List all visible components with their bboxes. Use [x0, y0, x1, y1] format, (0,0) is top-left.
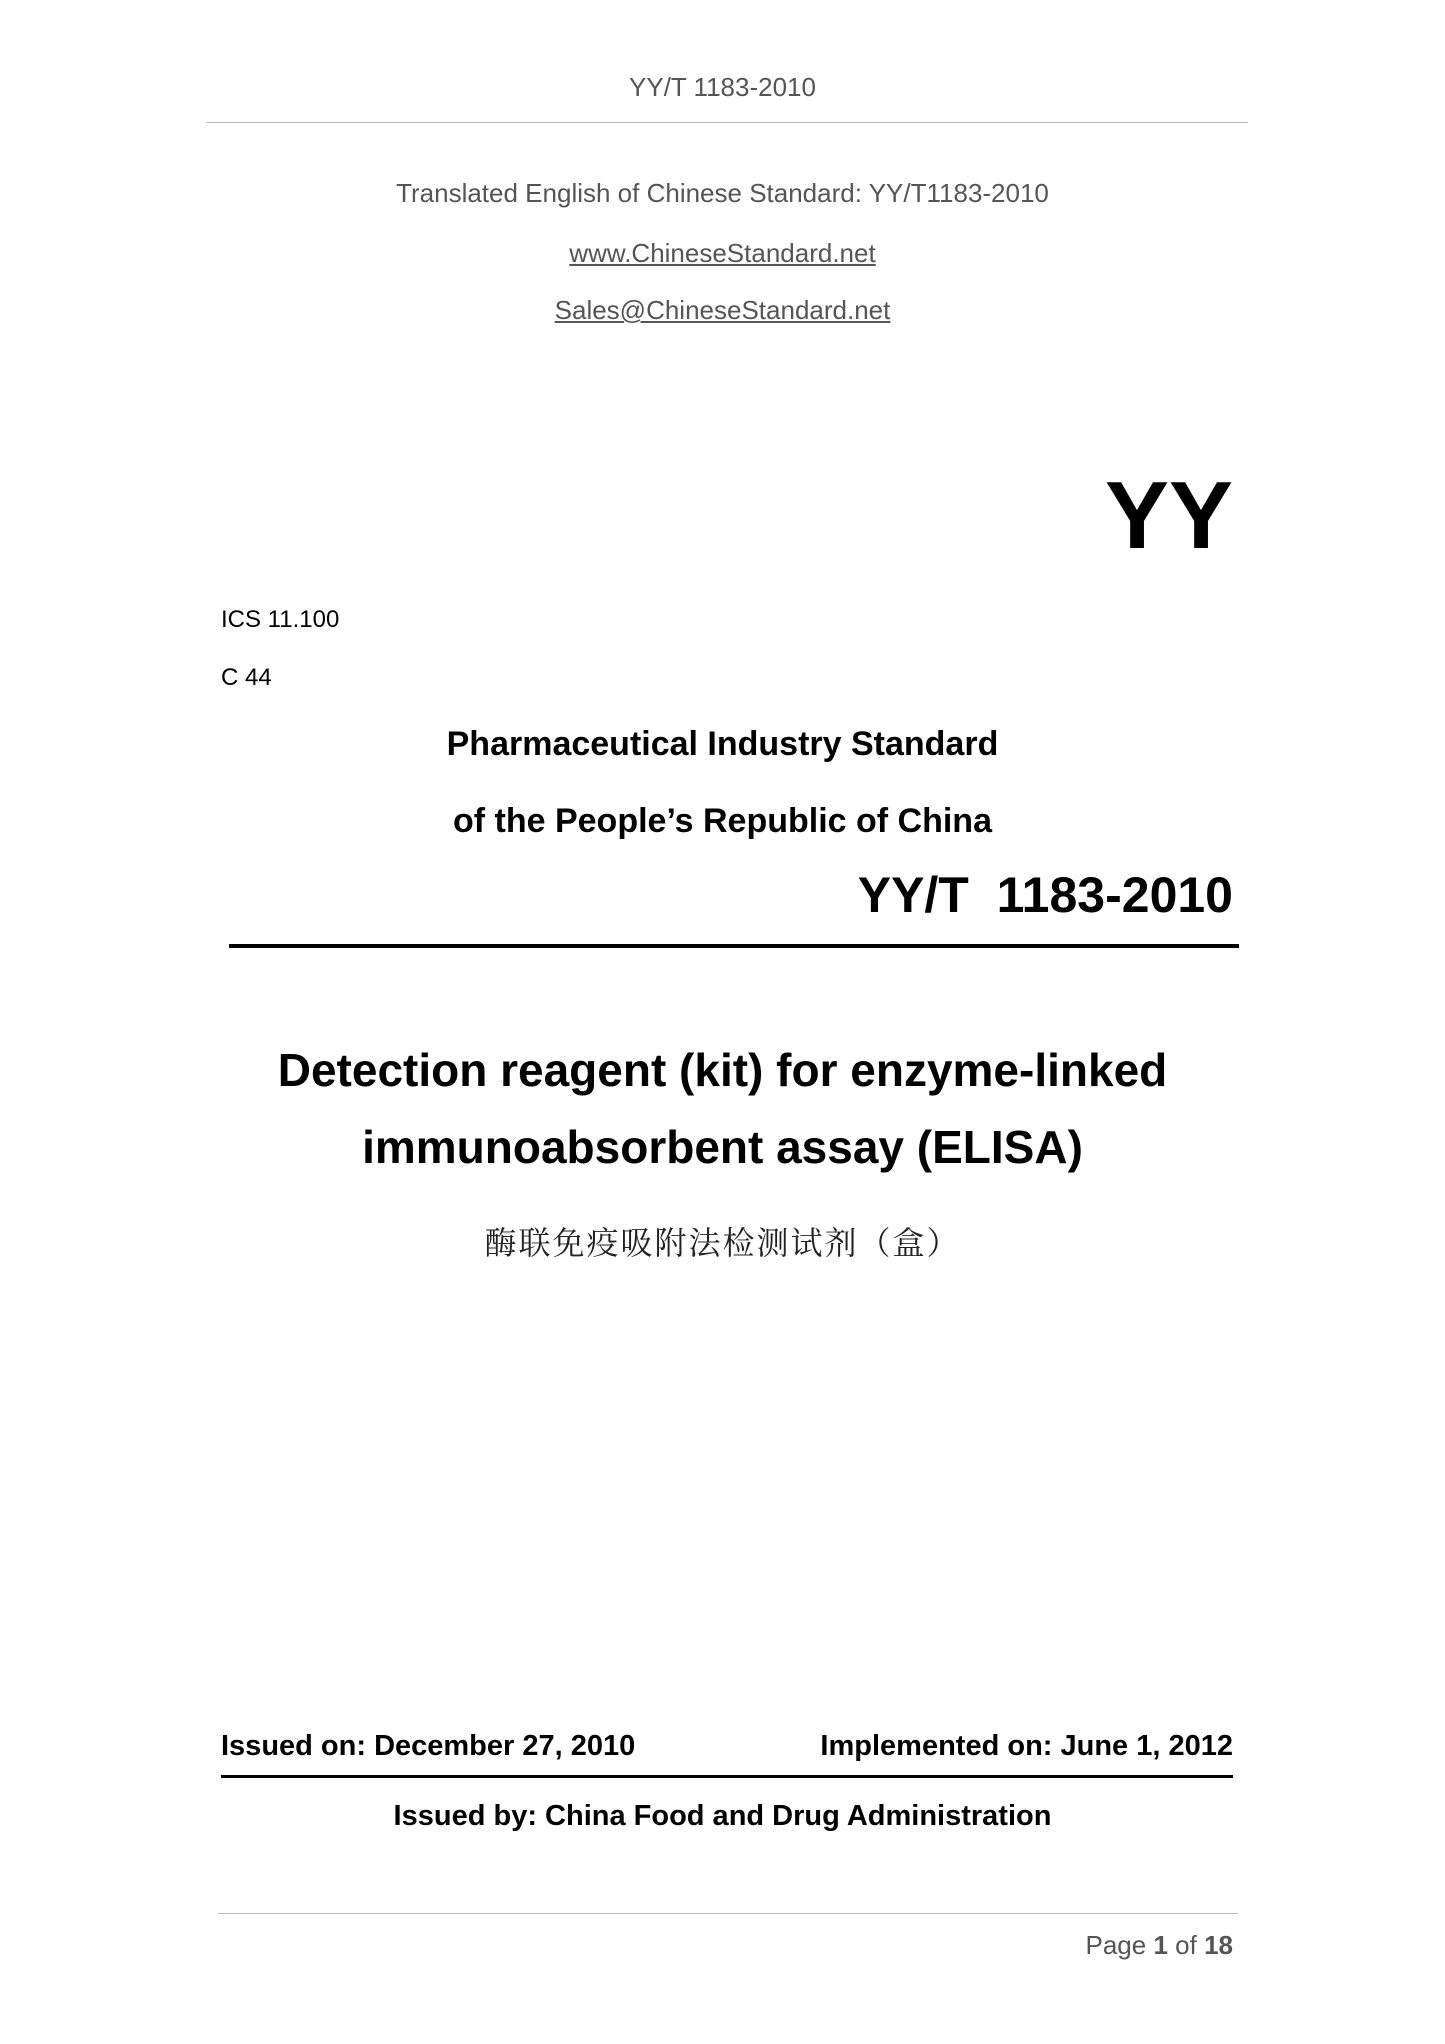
page-current: 1 — [1153, 1930, 1168, 1960]
ics-code: ICS 11.100 — [221, 606, 340, 633]
footer-divider — [218, 1913, 1238, 1914]
header-divider — [206, 122, 1248, 123]
running-header: YY/T 1183-2010 — [629, 72, 816, 102]
implemented-on-date: Implemented on: June 1, 2012 — [820, 1730, 1233, 1762]
standard-category-mark: YY — [1104, 462, 1233, 569]
page-of: of — [1175, 1930, 1197, 1960]
page-total: 18 — [1204, 1930, 1233, 1960]
standard-number-rule — [229, 944, 1239, 948]
chinese-title: 酶联免疫吸附法检测试剂（盒） — [484, 1224, 961, 1262]
industry-standard-line1: Pharmaceutical Industry Standard — [446, 725, 999, 763]
ccs-code: C 44 — [221, 664, 272, 691]
website-link-row — [0, 238, 1445, 269]
standard-number: YY/T 1183-2010 — [857, 867, 1233, 923]
email-link[interactable]: Sales@ChineseStandard.net — [554, 295, 891, 325]
page-number — [1085, 1930, 1233, 1961]
industry-standard-line2: of the People’s Republic of China — [452, 802, 992, 840]
email-link-row — [0, 295, 1445, 326]
english-title-line1: Detection reagent (kit) for enzyme-linked — [277, 1044, 1168, 1096]
website-link[interactable]: www.ChineseStandard.net — [569, 238, 876, 268]
page-prefix: Page — [1085, 1930, 1147, 1960]
dates-rule — [221, 1775, 1233, 1778]
english-title-line2: immunoabsorbent assay (ELISA) — [362, 1121, 1083, 1173]
issued-on-date: Issued on: December 27, 2010 — [221, 1730, 636, 1762]
issuing-authority: Issued by: China Food and Drug Administration — [393, 1800, 1052, 1832]
translation-notice: Translated English of Chinese Standard: YY/T1183-2010 — [396, 178, 1049, 208]
